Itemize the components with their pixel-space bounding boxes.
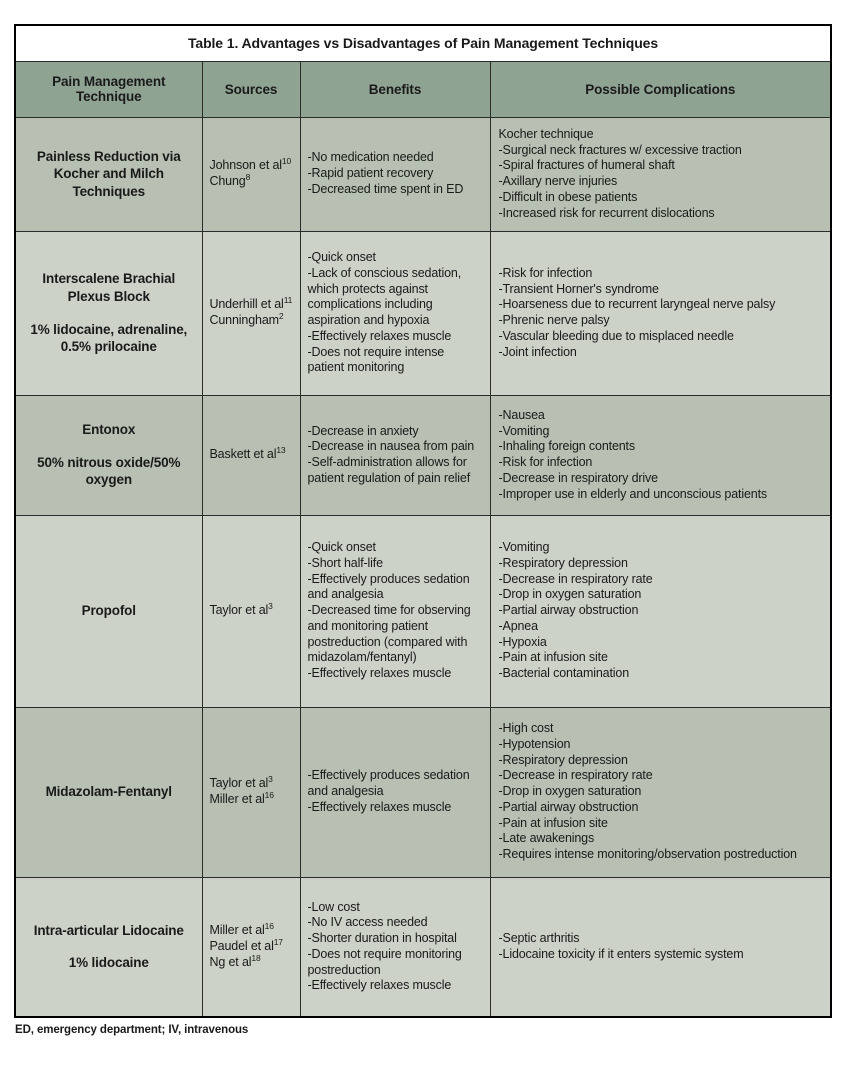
benefit-item: -Effectively relaxes muscle	[307, 328, 452, 343]
benefit-item: -Effectively relaxes muscle	[307, 799, 452, 814]
complication-item: -Vascular bleeding due to misplaced needle	[498, 328, 734, 343]
complication-item: -Improper use in elderly and unconscious patients	[498, 486, 767, 501]
reference-number: 16	[264, 920, 274, 931]
source-citation: Miller et $al^{16}$	[209, 789, 274, 806]
pain-management-table	[14, 24, 832, 1018]
source-citation: Cunningham$^2$	[209, 310, 284, 327]
complication-item: -Phrenic nerve palsy	[498, 313, 610, 327]
benefits-cell	[300, 877, 490, 1017]
table-body	[15, 117, 831, 1017]
technique-cell	[15, 117, 202, 231]
technique-cell	[15, 707, 202, 877]
reference-number: 10	[281, 156, 292, 167]
benefit-item: -Decreased time for observing and monitoring patient postreduction (compared with midazolam/fentanyl)	[307, 603, 471, 665]
table-row	[15, 117, 831, 231]
table-row	[15, 231, 831, 395]
reference-number: 3	[268, 600, 273, 611]
complication-item: -Joint infection	[498, 344, 577, 359]
sources-cell	[202, 877, 300, 1017]
complication-item: -Partial airway obstruction	[498, 603, 639, 618]
reference-number: 11	[283, 295, 293, 306]
technique-cell	[15, 395, 202, 515]
benefit-item: -Does not require intense patient monitoring	[307, 344, 445, 375]
complication-item: -Hoarseness due to recurrent laryngeal nerve palsy	[498, 297, 776, 312]
complication-item: -Transient Horner's syndrome	[498, 281, 659, 296]
source-citation: Taylor et $al^3$	[209, 774, 273, 791]
table-footnote: ED, emergency department; IV, intravenous	[15, 1024, 249, 1036]
benefit-item: -Rapid patient recovery	[307, 166, 434, 181]
complication-item: -Decrease in respiratory rate	[498, 768, 653, 783]
benefits-cell	[300, 515, 490, 707]
benefits-cell	[300, 117, 490, 231]
complication-item: -Spiral fractures of humeral shaft	[498, 158, 675, 173]
benefit-item: -No IV access needed	[307, 915, 428, 930]
complications-cell	[490, 117, 831, 231]
benefit-item: -Decrease in nausea from pain	[307, 439, 475, 454]
complications-cell	[490, 707, 831, 877]
complication-item: -Partial airway obstruction	[498, 799, 639, 814]
source-citation: Paudel et $al^{17}$	[209, 936, 283, 953]
complication-item: -Hypoxia	[498, 634, 547, 649]
complication-item: -Vomiting	[498, 423, 550, 438]
source-citation: Taylor et $al^3$	[209, 600, 273, 618]
reference-number: 16	[264, 789, 274, 800]
complication-item: -Pain at infusion site	[498, 815, 608, 830]
benefit-item: -Does not require monitoring postreduction	[307, 946, 462, 977]
complication-item: Kocher technique	[498, 126, 594, 141]
complication-item: -Decrease in respiratory drive	[498, 470, 658, 485]
source-citation: Miller et $al^{16}$	[209, 920, 274, 938]
complication-item: -Risk for infection	[498, 455, 593, 469]
benefits-cell	[300, 707, 490, 877]
table-row	[15, 395, 831, 515]
technique-cell	[15, 231, 202, 395]
table-row	[15, 515, 831, 707]
complication-item: -Vomiting	[498, 540, 550, 555]
complications-cell	[490, 515, 831, 707]
benefit-item: -Effectively produces sedation and analgesia	[307, 768, 470, 799]
complication-item: -Drop in oxygen saturation	[498, 587, 642, 602]
benefit-item: -Low cost	[307, 899, 360, 914]
benefit-item: -Lack of conscious sedation, which protects against complications including aspiration and hypoxia	[307, 265, 462, 327]
complication-item: -Pain at infusion site	[498, 650, 608, 665]
complications-cell	[490, 231, 831, 395]
title-row	[15, 25, 831, 61]
benefits-cell	[300, 395, 490, 515]
complication-item: -Increased risk for recurrent dislocations	[498, 205, 715, 220]
benefit-item: -Shorter duration in hospital	[307, 931, 457, 945]
complications-cell	[490, 395, 831, 515]
technique-text: Painless Reduction via Kocher and Milch Techniques	[36, 148, 181, 199]
header-row	[15, 61, 831, 117]
table-row	[15, 707, 831, 877]
table-row	[15, 877, 831, 1017]
complication-item: -Respiratory depression	[498, 752, 628, 767]
benefit-item: -Quick onset	[307, 250, 376, 264]
sources-cell	[202, 515, 300, 707]
complication-item: -Requires intense monitoring/observation postreduction	[498, 847, 797, 862]
technique-text: Propofol	[81, 603, 136, 619]
complication-item: -Inhaling foreign contents	[498, 439, 635, 454]
complication-item: -Late awakenings	[498, 831, 595, 846]
benefit-item: -Effectively relaxes muscle	[307, 666, 452, 681]
col-header-benefits: Benefits	[300, 61, 490, 117]
sources-cell	[202, 231, 300, 395]
benefit-item: -Self-administration allows for patient regulation of pain relief	[307, 455, 471, 485]
reference-number: 18	[251, 952, 261, 963]
source-citation: Ng et $al^{18}$	[209, 952, 261, 969]
benefit-item: -No medication needed	[307, 150, 434, 165]
source-citation: Chung$^8$	[209, 171, 251, 188]
source-citation: Underhill et $al^{11}$	[209, 295, 293, 312]
complication-item: -Apnea	[498, 618, 538, 633]
technique-text: Entonox	[82, 422, 136, 438]
benefit-item: -Effectively relaxes muscle	[307, 978, 452, 993]
complication-item: -Respiratory depression	[498, 555, 628, 570]
complication-item: -Lidocaine toxicity if it enters systemic system	[498, 946, 744, 961]
complications-cell	[490, 877, 831, 1017]
col-header-sources: Sources	[202, 61, 300, 117]
col-header-complications: Possible Complications	[490, 61, 831, 117]
complication-item: -Surgical neck fractures w/ excessive traction	[498, 142, 742, 157]
complication-item: -Axillary nerve injuries	[498, 174, 618, 188]
technique-text: Intra-articular Lidocaine	[33, 922, 184, 938]
benefit-item: -Decrease in anxiety	[307, 423, 419, 438]
sources-cell	[202, 707, 300, 877]
source-citation: Baskett et $al^{13}$	[209, 444, 286, 462]
reference-number: 13	[276, 444, 286, 455]
technique-cell	[15, 515, 202, 707]
benefit-item: -Short half-life	[307, 555, 383, 570]
benefit-item: -Quick onset	[307, 540, 376, 555]
reference-number: 17	[273, 936, 283, 947]
technique-text: Interscalene Brachial Plexus Block	[42, 271, 176, 304]
complication-item: -High cost	[498, 721, 554, 736]
technique-text: Midazolam-Fentanyl	[45, 784, 172, 800]
technique-text: 1% lidocaine, adrenaline, 0.5% prilocaine	[30, 321, 188, 355]
reference-number: 3	[268, 774, 273, 785]
benefit-item: -Effectively produces sedation and analgesia	[307, 571, 470, 602]
sources-cell	[202, 395, 300, 515]
benefits-cell	[300, 231, 490, 395]
complication-item: -Difficult in obese patients	[498, 189, 638, 204]
reference-number: 2	[278, 310, 284, 321]
complication-item: -Septic arthritis	[498, 931, 580, 945]
sources-cell	[202, 117, 300, 231]
complication-item: -Hypotension	[498, 736, 571, 751]
complication-item: -Risk for infection	[498, 265, 593, 280]
technique-text: 1% lidocaine	[68, 955, 149, 971]
complication-item: -Drop in oxygen saturation	[498, 784, 642, 799]
complication-item: -Nausea	[498, 407, 545, 422]
col-header-technique: Pain Management Technique	[15, 61, 202, 117]
technique-text: 50% nitrous oxide/50% oxygen	[37, 454, 181, 488]
technique-cell	[15, 877, 202, 1017]
benefit-item: -Decreased time spent in ED	[307, 181, 464, 196]
reference-number: 8	[245, 171, 251, 182]
table-title: Table 1. Advantages vs Disadvantages of Pain Management Techniques	[15, 25, 831, 61]
complication-item: -Bacterial contamination	[498, 666, 629, 681]
complication-item: -Decrease in respiratory rate	[498, 571, 653, 586]
source-citation: Johnson et $al^{10}$	[209, 156, 292, 173]
